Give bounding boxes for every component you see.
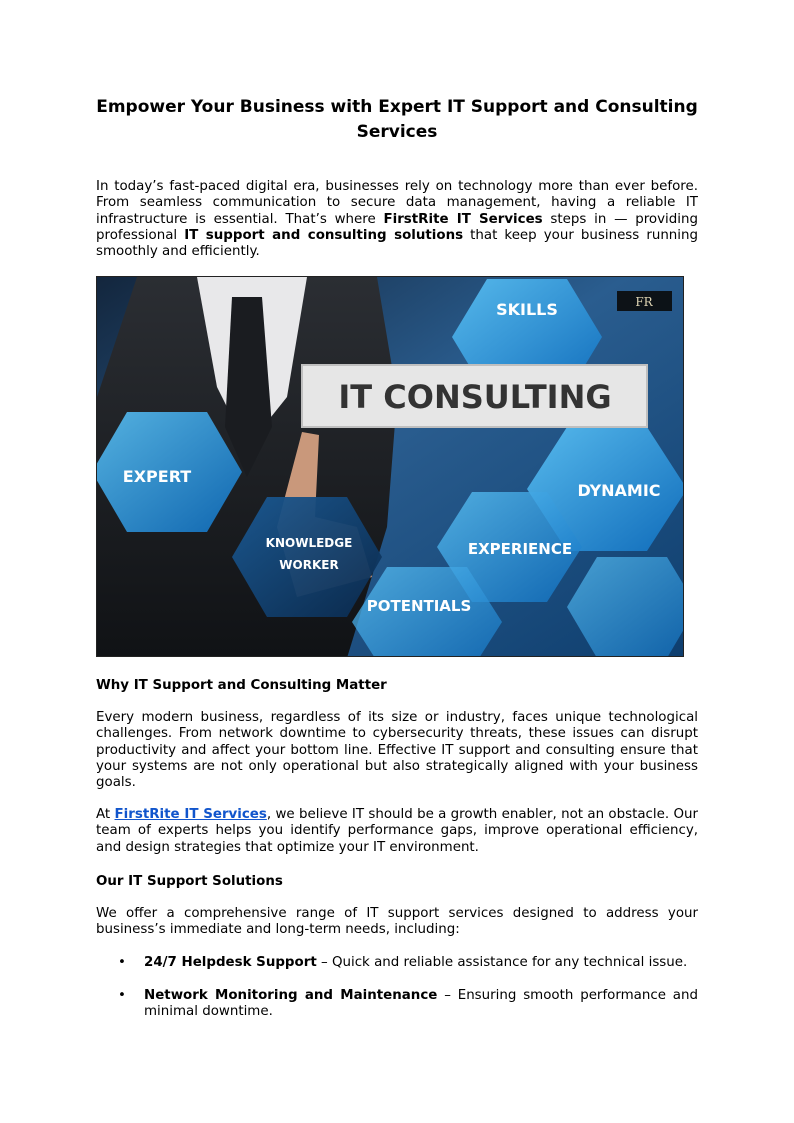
banner-text: IT CONSULTING — [338, 378, 612, 416]
hex-label-expert: EXPERT — [122, 467, 192, 486]
intro-text-1: In today’s fast-paced digital era, businesses rely on technology more than ever before. From seamless communication to secure data management, having a reliable IT infrastructure is essential. That’s where — [96, 179, 698, 227]
why-paragraph-2 — [96, 807, 698, 856]
hex-label-dynamic: DYNAMIC — [577, 481, 661, 500]
firstrite-link[interactable]: FirstRite IT Services — [114, 807, 267, 822]
it-consulting-image — [96, 276, 684, 657]
intro-text-3: that keep your business running smoothly and efficiently. — [96, 227, 698, 260]
list-item-desc: – Quick and reliable assistance for any technical issue. — [316, 955, 688, 970]
solutions-intro: We offer a comprehensive range of IT support services designed to address your business’s immediate and long-term needs, including: — [96, 906, 698, 938]
why-paragraph-2-prefix: At — [96, 807, 115, 822]
list-item — [96, 988, 698, 1021]
intro-text-2: steps in — providing professional — [96, 211, 698, 243]
document-title: Empower Your Business with Expert IT Support and Consulting Services — [96, 97, 698, 142]
intro-paragraph — [96, 179, 698, 260]
bullet-icon: • — [118, 955, 126, 970]
logo-text: FR — [635, 295, 653, 309]
intro-highlight: IT support and consulting solutions — [184, 227, 464, 243]
why-heading: Why IT Support and Consulting Matter — [96, 678, 387, 693]
solutions-list — [96, 988, 698, 1021]
list-item-desc: – Ensuring smooth performance and minimal downtime. — [144, 988, 698, 1020]
why-paragraph-1: Every modern business, regardless of its size or industry, faces unique technological challenges. From network downtime to cybersecurity threats, these issues can disrupt productivity and affect your bottom line. Effective IT support and consulting ensure that your systems are not only operational but also strategically aligned with your business goals. — [96, 710, 698, 791]
bullet-icon: • — [118, 988, 126, 1003]
list-item-title: 24/7 Helpdesk Support — [144, 955, 317, 970]
intro-brand: FirstRite IT Services — [383, 211, 543, 227]
hex-label-skills: SKILLS — [496, 300, 558, 319]
solutions-heading: Our IT Support Solutions — [96, 874, 283, 889]
solutions-list — [96, 955, 698, 971]
list-item-title: Network Monitoring and Maintenance — [144, 988, 438, 1003]
why-paragraph-2-rest: , we believe IT should be a growth enabler, not an obstacle. Our team of experts helps you identify performance gaps, improve operational efficiency, and design strategies that optimize your IT environment. — [96, 807, 698, 855]
hex-label-worker: WORKER — [279, 558, 339, 572]
hex-label-experience: EXPERIENCE — [467, 540, 573, 558]
list-item — [96, 955, 698, 971]
hex-label-potentials: POTENTIALS — [366, 597, 472, 615]
hex-label-knowledge: KNOWLEDGE — [265, 536, 353, 550]
